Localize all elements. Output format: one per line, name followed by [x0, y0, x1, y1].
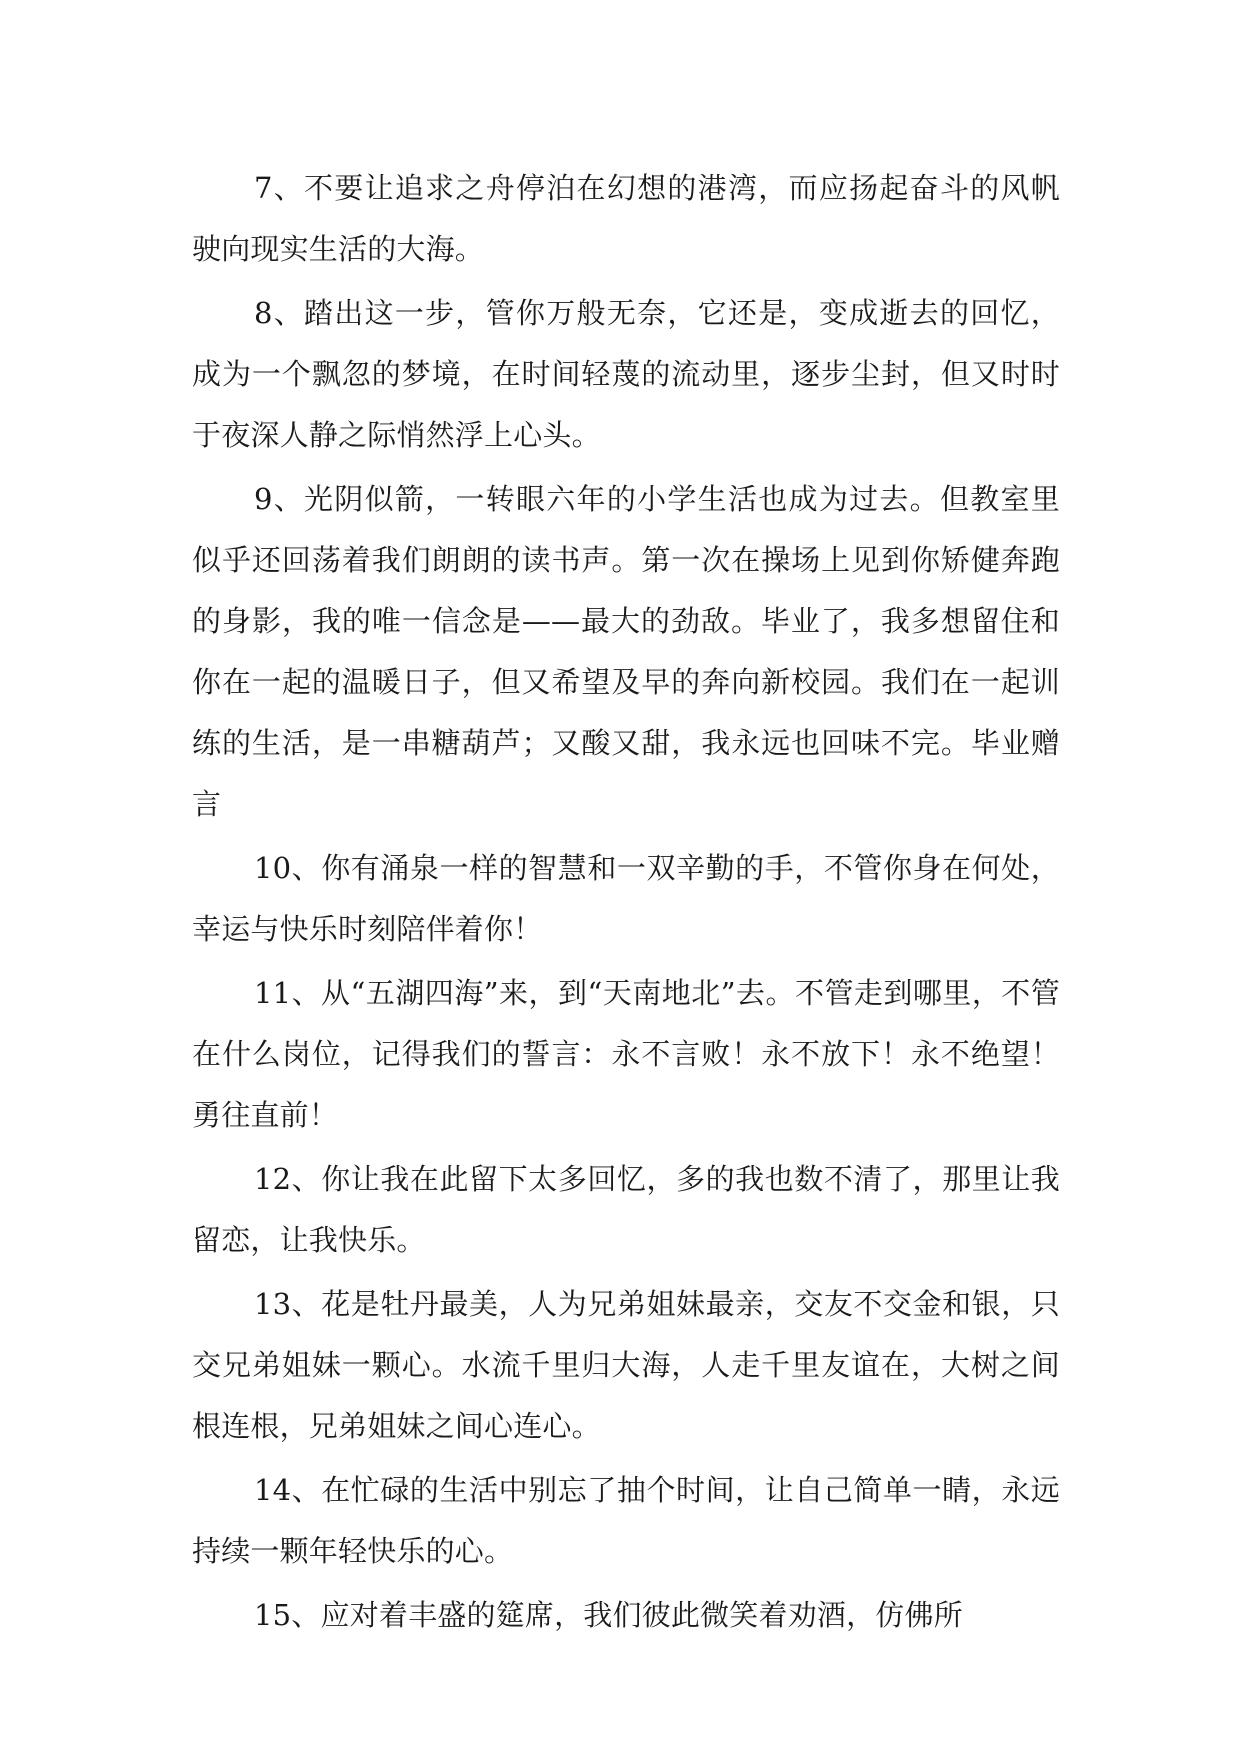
paragraph-12: 12、你让我在此留下太多回忆，多的我也数不清了，那里让我留恋，让我快乐。	[192, 1162, 1060, 1257]
paragraph-7: 7、不要让追求之舟停泊在幻想的港湾，而应扬起奋斗的风帆驶向现实生活的大海。	[192, 171, 1060, 266]
paragraph-14: 14、在忙碌的生活中别忘了抽个时间，让自己简单一睛，永远持续一颗年轻快乐的心。	[192, 1473, 1060, 1568]
paragraph-8: 8、踏出这一步，管你万般无奈，它还是，变成逝去的回忆，成为一个飘忽的梦境，在时间轻蔑的流动里，逐步尘封，但又时时于夜深人静之际悄然浮上心头。	[192, 296, 1060, 452]
paragraph-15: 15、应对着丰盛的筵席，我们彼此微笑着劝酒，仿佛所	[254, 1598, 963, 1632]
paragraph-11: 11、从“五湖四海”来，到“天南地北”去。不管走到哪里，不管在什么岗位，记得我们的誓言：永不言败！永不放下！永不绝望！勇往直前！	[192, 976, 1060, 1132]
paragraph-9: 9、光阴似箭，一转眼六年的小学生活也成为过去。但教室里似乎还回荡着我们朗朗的读书声。第一次在操场上见到你矫健奔跑的身影，我的唯一信念是——最大的劲敌。毕业了，我多想留住和你在一起的温暖日子，但又希望及早的奔向新校园。我们在一起训练的生活，是一串糖葫芦；又酸又甜，我永远也回味不完。毕业赠言	[192, 482, 1060, 821]
paragraph-10: 10、你有涌泉一样的智慧和一双辛勤的手，不管你身在何处，幸运与快乐时刻陪伴着你！	[192, 851, 1060, 946]
document-body	[192, 158, 1060, 1649]
paragraph-13: 13、花是牡丹最美，人为兄弟姐妹最亲，交友不交金和银，只交兄弟姐妹一颗心。水流千里归大海，人走千里友谊在，大树之间根连根，兄弟姐妹之间心连心。	[192, 1287, 1060, 1443]
